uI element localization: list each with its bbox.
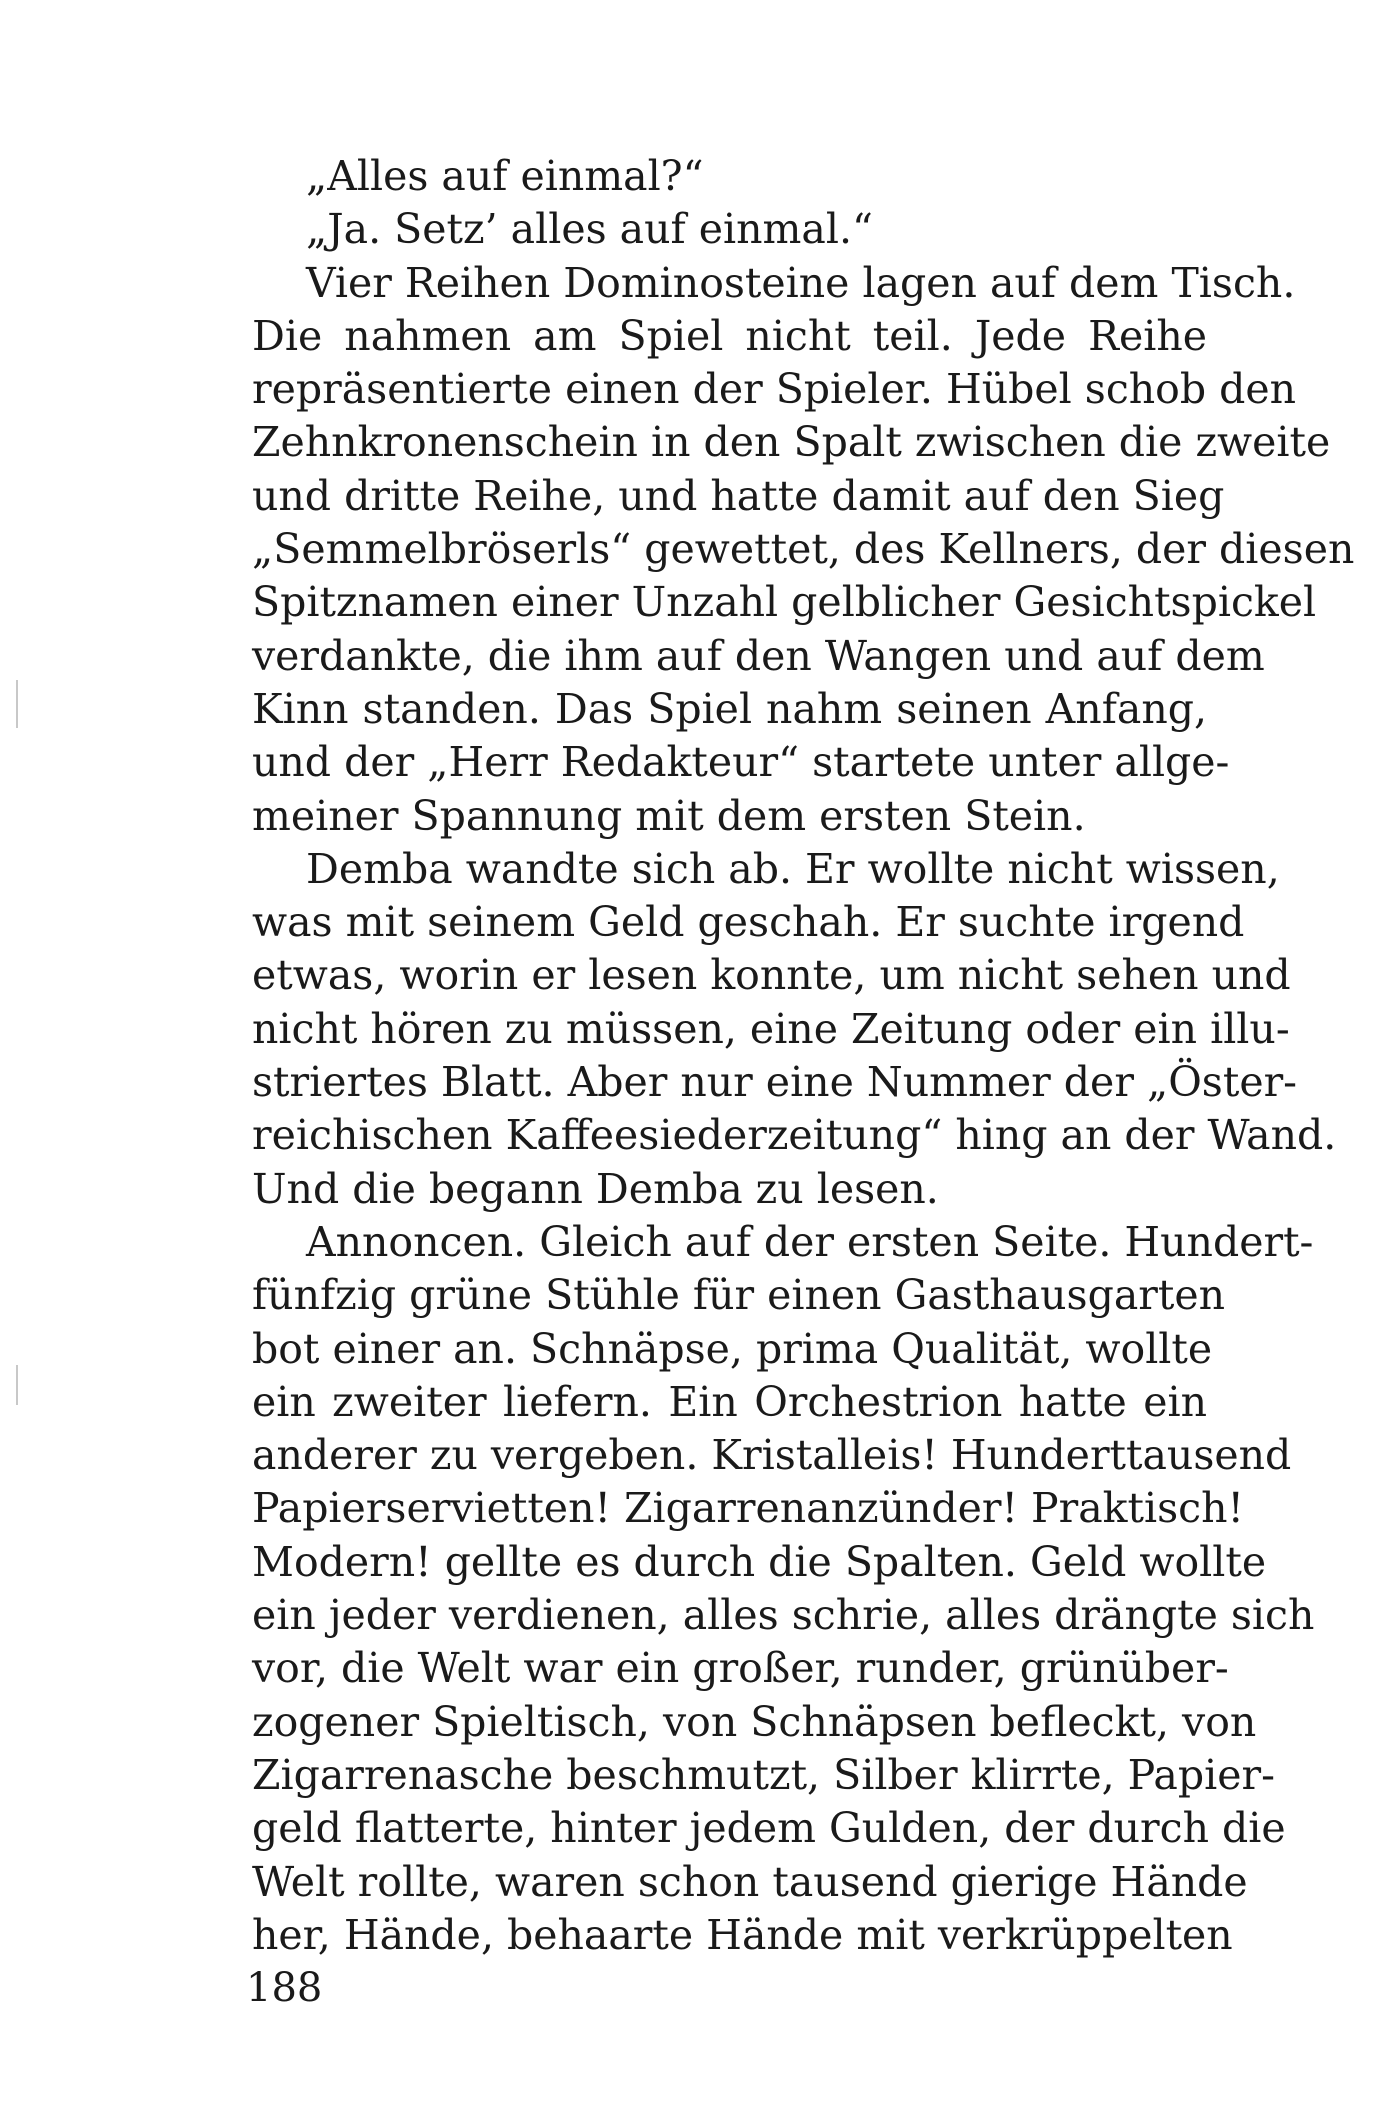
text-line: Die nahmen am Spiel nicht teil. Jede Reihe (252, 311, 1207, 360)
text-line: ein zweiter liefern. Ein Orchestrion hatte ein (252, 1377, 1207, 1426)
scan-margin-mark (16, 1365, 18, 1405)
text-line: Annoncen. Gleich auf der ersten Seite. Hundert- (306, 1217, 1314, 1266)
page-number: 188 (246, 1965, 323, 2011)
text-line: Und die begann Demba zu lesen. (252, 1164, 939, 1213)
text-line: reichischen Kaffeesiederzeitung“ hing an der Wand. (252, 1111, 1337, 1160)
text-line: her, Hände, behaarte Hände mit verkrüppelten (252, 1910, 1233, 1959)
text-line: geld flatterte, hinter jedem Gulden, der durch die (252, 1804, 1286, 1853)
text-line: verdankte, die ihm auf den Wangen und auf dem (252, 631, 1265, 680)
text-line: Kinn standen. Das Spiel nahm seinen Anfang, (252, 684, 1207, 733)
text-line: vor, die Welt war ein großer, runder, grünüber- (252, 1644, 1229, 1693)
text-line: und der „Herr Redakteur“ startete unter allge- (252, 738, 1230, 787)
text-line: fünfzig grüne Stühle für einen Gasthausgarten (252, 1271, 1226, 1320)
text-line: Modern! gellte es durch die Spalten. Geld wollte (252, 1537, 1267, 1586)
text-line: Spitznamen einer Unzahl gelblicher Gesichtspickel (252, 578, 1317, 627)
text-line: Zehnkronenschein in den Spalt zwischen die zweite (252, 418, 1331, 467)
text-line: meiner Spannung mit dem ersten Stein. (252, 791, 1086, 840)
text-line: Demba wandte sich ab. Er wollte nicht wissen, (306, 844, 1280, 893)
text-line: anderer zu vergeben. Kristalleis! Hunderttausend (252, 1431, 1292, 1480)
text-line: Papierservietten! Zigarrenanzünder! Praktisch! (252, 1484, 1244, 1533)
text-line: „Semmelbröserls“ gewettet, des Kellners, der diesen (252, 525, 1355, 574)
body-text (252, 150, 1355, 1962)
scan-margin-mark (16, 680, 18, 728)
text-line: was mit seinem Geld geschah. Er suchte irgend (252, 898, 1245, 947)
text-line: bot einer an. Schnäpse, prima Qualität, wollte (252, 1324, 1213, 1373)
text-line: und dritte Reihe, und hatte damit auf den Sieg (252, 471, 1225, 520)
text-line: Zigarrenasche beschmutzt, Silber klirrte, Papier- (252, 1750, 1275, 1799)
text-line: „Ja. Setz’ alles auf einmal.“ (306, 205, 873, 254)
text-line: repräsentierte einen der Spieler. Hübel schob den (252, 365, 1297, 414)
text-line: zogener Spieltisch, von Schnäpsen befleckt, von (252, 1697, 1257, 1746)
text-line: etwas, worin er lesen konnte, um nicht sehen und (252, 951, 1291, 1000)
text-line: ein jeder verdienen, alles schrie, alles drängte sich (252, 1591, 1315, 1640)
text-line: nicht hören zu müssen, eine Zeitung oder ein illu- (252, 1004, 1290, 1053)
text-line: Vier Reihen Dominosteine lagen auf dem Tisch. (306, 258, 1296, 307)
text-line: striertes Blatt. Aber nur eine Nummer der „Öster- (252, 1058, 1298, 1107)
text-line: Welt rollte, waren schon tausend gierige Hände (252, 1857, 1248, 1906)
text-line: „Alles auf einmal?“ (306, 152, 704, 200)
